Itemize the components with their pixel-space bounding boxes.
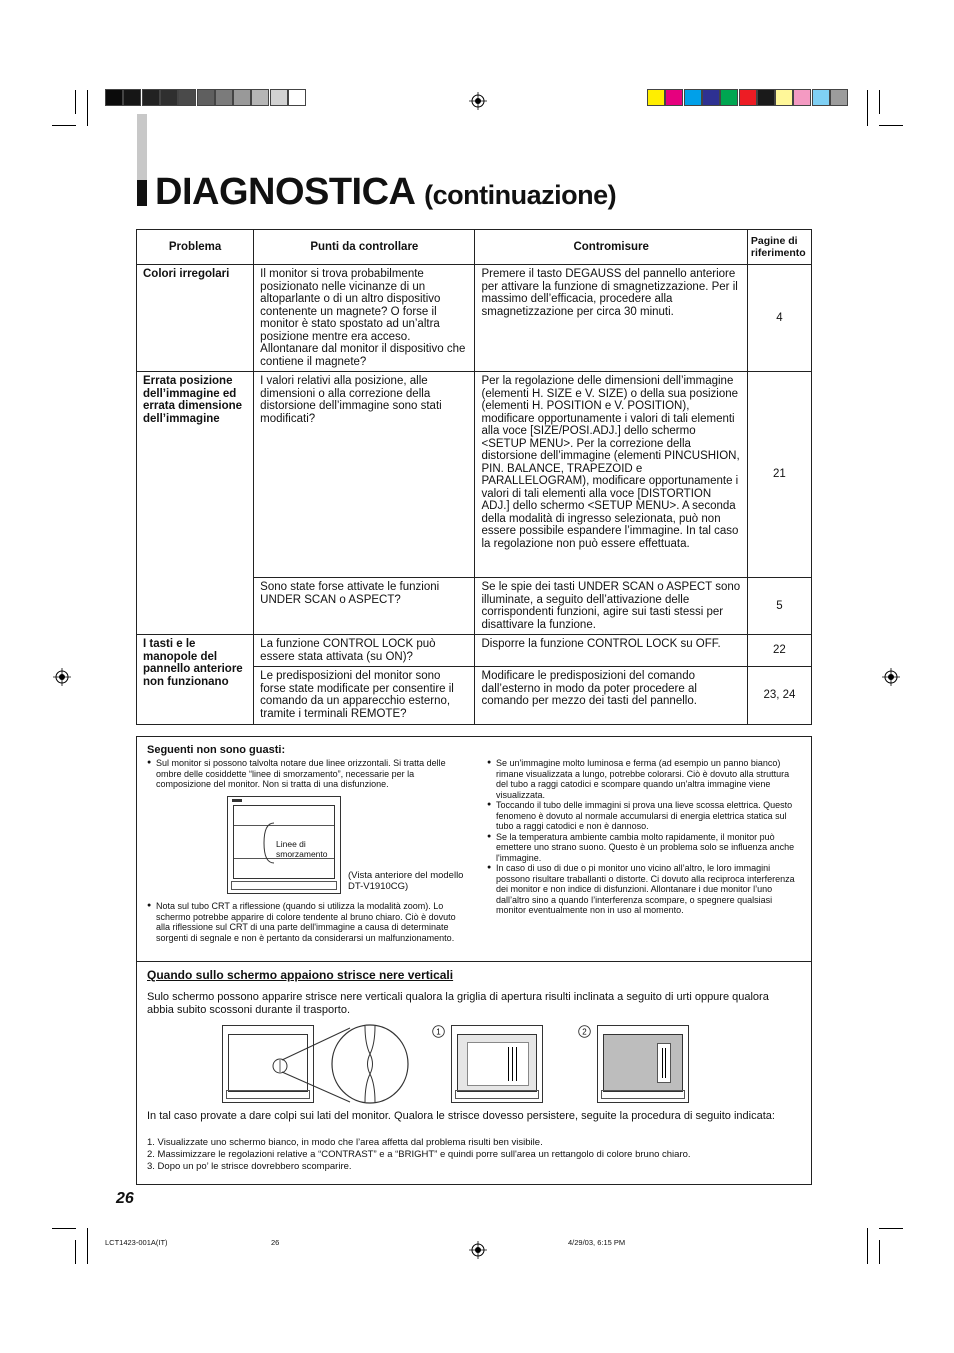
cell-ref: 5 xyxy=(747,578,811,635)
color-swatch xyxy=(160,89,178,106)
monitor-control-panel xyxy=(601,1090,685,1099)
crop-mark xyxy=(867,90,868,126)
step-marker-1 xyxy=(432,1025,445,1038)
cell-remedy: Per la regolazione delle dimensioni dell’immagine (elementi H. SIZE e V. SIZE) o della sua posizione (elementi H. POSITION e V. POSITION), modificare opportunamente i valori di tali elementi alla voce [SIZE/POSI.ADJ.] dello schermo <SETUP MENU>. Per la correzione della distorsione dell’immagine (elementi PINCUSHION, PIN. BALANCE, TRAPEZOID e PARALLELOGRAM), modificare opportunamente i valori di tali elementi alla voce [DISTORTION ADJ.] dello schermo <SETUP MENU>. A seconda della modalità di ingresso selezionata, può non essere possibile espandere l’immagine. In tal caso la regolazione non può essere effettuata. xyxy=(475,372,747,578)
cell-remedy: Disporre la funzione CONTROL LOCK su OFF. xyxy=(475,635,747,667)
cell-check: Il monitor si trova probabilmente posizionato nelle vicinanze di un altoparlante o di un altro dispositivo contenente un magnete? O forse il monitor è stato spostato ad un’altra posizione mentre era acceso. Allontanare dal monitor il dispositivo che contiene il magnete? xyxy=(254,265,475,372)
registration-mark-icon xyxy=(469,1241,487,1259)
monitor-logo xyxy=(232,799,242,802)
page-title xyxy=(155,170,616,217)
black-stripe xyxy=(508,1047,509,1081)
crop-mark xyxy=(867,1228,868,1264)
cell-check: Le predisposizioni del monitor sono forse state modificate per consentire il comando da un apparecchio esterno, tramite i terminali REMOTE? xyxy=(254,667,475,725)
footer-page: 26 xyxy=(271,1238,280,1247)
cell-check: La funzione CONTROL LOCK può essere stata attivata (su ON)? xyxy=(254,635,475,667)
step-marker-2-text: 2 xyxy=(582,1027,587,1037)
color-swatch xyxy=(684,89,702,106)
crop-mark xyxy=(879,1240,880,1264)
registration-mark-icon xyxy=(53,668,71,686)
figure-caption: (Vista anteriore del modello DT-V1910CG) xyxy=(348,870,464,892)
magnifier-icon xyxy=(270,1024,412,1104)
crop-mark xyxy=(52,1228,76,1229)
crop-mark xyxy=(879,125,903,126)
cell-remedy: Premere il tasto DEGAUSS del pannello anteriore per attivare la funzione di smagnetizzazione. Per il massimo dell’efficacia, procedere alla smagnetizzazione per circa 30 minuti. xyxy=(475,265,747,372)
bracket-icon xyxy=(262,821,276,865)
color-swatch xyxy=(178,89,196,106)
damper-label: Linee di smorzamento xyxy=(276,839,328,859)
list-item: ● In caso di uso di due o pi monitor uno vicino all’altro, le loro immagini possono risultare traballanti o distorte. Ci dovuto alla reciproca interferenza dei monitor e non indice di disfunzioni. Allontanare i due monitor l’uno dall’altro sino a quando l’interferenza scompare, o spegnere qualsiasi monitor eventualmente non in uso al momento. xyxy=(487,863,799,916)
list-item: 1. Visualizzate uno schermo bianco, in modo che l’area affetta dal problema risulti ben visibile. xyxy=(147,1137,543,1148)
damper-line xyxy=(234,825,334,826)
color-swatch xyxy=(775,89,793,106)
monitor-screen xyxy=(457,1034,537,1092)
crop-mark xyxy=(75,1240,76,1264)
header-check: Punti da controllare xyxy=(254,230,475,265)
notes-right-list xyxy=(487,758,799,916)
color-swatch xyxy=(288,89,306,106)
color-swatch xyxy=(665,89,683,106)
white-area xyxy=(467,1042,529,1086)
crop-mark xyxy=(87,90,88,126)
registration-mark-icon xyxy=(469,92,487,110)
black-stripe xyxy=(516,1047,517,1081)
header-ref: Pagine di riferimento xyxy=(747,230,811,265)
step-marker-2 xyxy=(578,1025,591,1038)
list-item: ● Se la temperatura ambiente cambia molto rapidamente, il monitor può emettere uno strano suono. Questo è un problema solo se influenza anche l'immagine. xyxy=(487,832,799,864)
stripes-steps xyxy=(147,1137,797,1173)
title-main: DIAGNOSTICA xyxy=(155,171,415,213)
color-swatch xyxy=(142,89,160,106)
header-remedy: Contromisure xyxy=(475,230,747,265)
list-item: 2. Massimizzare le regolazioni relative a “CONTRAST” e a “BRIGHT” e quindi porre sull'area un rettangolo di colore bruno chiaro. xyxy=(147,1149,691,1160)
list-item: ● Se un'immagine molto luminosa e ferma (ad esempio un panno bianco) rimane visualizzata a lungo, potrebbe colorarsi. Ciò è dovuto alla struttura del tubo a raggi catodici e scompare quando un'altra immagine viene visualizzata. xyxy=(487,758,799,800)
monitor-control-panel xyxy=(231,881,337,890)
cell-problem: Errata posizione dell’immagine ed errata dimensione dell’immagine xyxy=(137,372,254,635)
black-stripe xyxy=(662,1048,663,1078)
stripes-heading: Quando sullo schermo appaiono strisce nere verticali xyxy=(147,968,454,982)
color-swatch xyxy=(793,89,811,106)
title-sub: (continuazione) xyxy=(424,180,617,210)
cell-remedy: Modificare le predisposizioni del comando dall’esterno in modo da poter procedere al comando per mezzo dei tasti del pannello. xyxy=(475,667,747,725)
color-swatch xyxy=(233,89,251,106)
title-marker xyxy=(137,180,147,206)
footer-code: LCT1423-001A(IT) xyxy=(105,1238,168,1247)
monitor-figure xyxy=(451,1025,543,1103)
monitor-screen xyxy=(233,805,335,879)
notes-left-list-2 xyxy=(147,901,465,943)
crop-mark xyxy=(75,90,76,114)
color-swatch xyxy=(830,89,848,106)
black-stripe xyxy=(512,1047,513,1081)
page-number: 26 xyxy=(116,1190,134,1207)
cell-problem: I tasti e le manopole del pannello anteriore non funzionano xyxy=(137,635,254,725)
table-row xyxy=(137,265,812,372)
color-swatch xyxy=(123,89,141,106)
list-item: 3. Dopo un po’ le strisce dovrebbero scomparire. xyxy=(147,1161,352,1172)
color-swatch xyxy=(739,89,757,106)
cell-check: I valori relativi alla posizione, alle dimensioni o alla correzione della distorsione dell’immagine sono stati modificati? xyxy=(254,372,475,578)
color-swatch xyxy=(251,89,269,106)
step-marker-1-text: 1 xyxy=(436,1027,441,1037)
cell-ref: 22 xyxy=(747,635,811,667)
crop-mark xyxy=(52,125,76,126)
monitor-figure xyxy=(597,1025,689,1103)
cell-check: Sono state forse attivate le funzioni UNDER SCAN o ASPECT? xyxy=(254,578,475,635)
color-swatch xyxy=(812,89,830,106)
monitor-figure xyxy=(227,796,341,894)
color-swatch xyxy=(105,89,123,106)
header-problem: Problema xyxy=(137,230,254,265)
color-swatch xyxy=(270,89,288,106)
black-stripe xyxy=(665,1048,666,1078)
cell-ref: 4 xyxy=(747,265,811,372)
notes-left-list xyxy=(147,758,457,790)
box-divider xyxy=(136,961,812,962)
color-swatch xyxy=(647,89,665,106)
table-row xyxy=(137,372,812,578)
cell-problem: Colori irregolari xyxy=(137,265,254,372)
notes-heading: Seguenti non sono guasti: xyxy=(147,744,286,756)
stripes-intro: Sulo schermo possono apparire strisce nere verticali qualora la griglia di apertura risulti inclinata a seguito di urti oppure qualora abbia subito scossoni durante il trasporto. xyxy=(147,991,769,1016)
cell-remedy: Se le spie dei tasti UNDER SCAN o ASPECT sono illuminate, a seguito dell’attivazione delle corrispondenti funzioni, agire sui tasti stessi per disattivare la funzione. xyxy=(475,578,747,635)
monitor-control-panel xyxy=(455,1090,539,1099)
cell-ref: 21 xyxy=(747,372,811,578)
crop-mark xyxy=(879,90,880,114)
color-swatch xyxy=(197,89,215,106)
cell-ref: 23, 24 xyxy=(747,667,811,725)
crop-mark xyxy=(879,1228,903,1229)
color-swatch xyxy=(702,89,720,106)
color-swatch xyxy=(215,89,233,106)
table-row xyxy=(137,635,812,667)
footer-date: 4/29/03, 6:15 PM xyxy=(568,1238,626,1247)
list-item: ● Sul monitor si possono talvolta notare due linee orizzontali. Si tratta delle ombre delle cosiddette “linee di smorzamento”, necessarie per la composizione del monitor. Non si tratta di una disfunzione. xyxy=(147,758,457,790)
stripes-instruction: In tal caso provate a dare colpi sui lati del monitor. Qualora le strisce dovesso persistere, seguite la procedura di seguito indicata: xyxy=(147,1110,775,1122)
registration-mark-icon xyxy=(882,668,900,686)
color-swatch xyxy=(757,89,775,106)
list-item: ● Nota sul tubo CRT a riflessione (quando si utilizza la modalità zoom). Lo schermo potrebbe apparire di colore tendente al bruno chiaro. Ciò è dovuto alla riflessione sul CRT di una parte dell'immagine a causa di determinate sorgenti di segnale e non è pertanto da considerarsi un malfunzionamento. xyxy=(147,901,465,943)
crop-mark xyxy=(87,1228,88,1264)
monitor-screen xyxy=(603,1034,683,1092)
color-swatch xyxy=(720,89,738,106)
table-header-row xyxy=(137,230,812,265)
light-rectangle xyxy=(657,1043,671,1083)
list-item: ● Toccando il tubo delle immagini si prova una lieve scossa elettrica. Questo fenomeno è dovuto al normale accumularsi di energia elettrica statica sul tubo a raggi catodici e non è dannoso. xyxy=(487,800,799,832)
troubleshooting-table xyxy=(136,229,812,725)
